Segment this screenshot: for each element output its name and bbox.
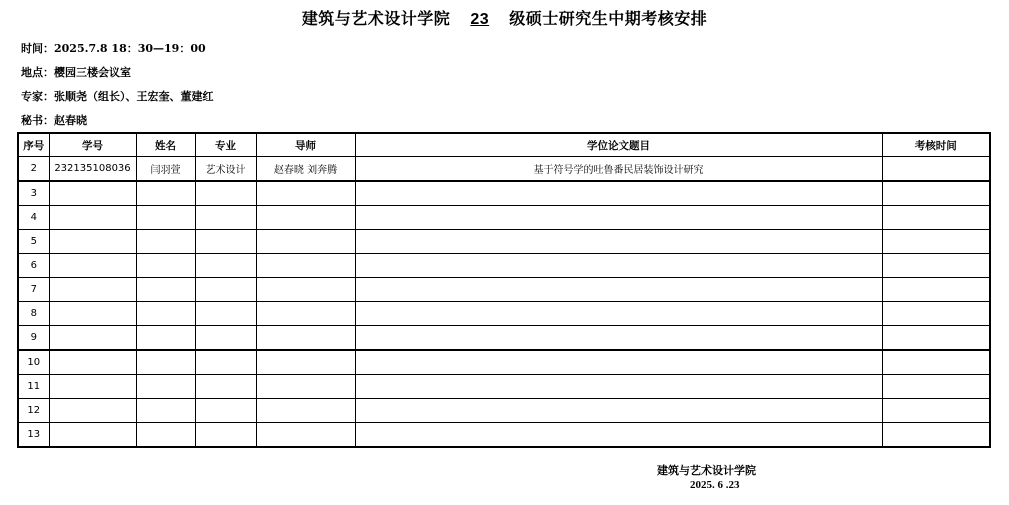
cell-name [136,254,195,278]
table-row [18,423,990,448]
cell-student-id [49,302,136,326]
table-row [18,157,990,182]
cell-major [195,423,256,448]
cell-index: 2 [18,157,49,182]
cell-major [195,206,256,230]
header-index: 序号 [18,133,49,157]
table-row [18,181,990,206]
cell-major: 艺术设计 [195,157,256,182]
cell-name [136,399,195,423]
cell-major [195,254,256,278]
table-row [18,350,990,375]
cell-thesis-title: 基于符号学的吐鲁番民居装饰设计研究 [355,157,882,182]
info-secretary [21,112,87,128]
cell-exam-time [882,278,990,302]
cell-exam-time [882,375,990,399]
cell-major [195,375,256,399]
place-label: 地点： [21,66,54,79]
info-experts [21,88,214,104]
header-thesis-title: 学位论文题目 [355,133,882,157]
cell-name [136,375,195,399]
table-row [18,375,990,399]
cell-student-id [49,423,136,448]
cell-thesis-title [355,326,882,351]
cell-supervisor [256,326,355,351]
cell-supervisor [256,254,355,278]
cell-index: 6 [18,254,49,278]
table-row [18,399,990,423]
cell-student-id [49,278,136,302]
cell-supervisor [256,375,355,399]
cell-thesis-title [355,230,882,254]
title-grade: 23 [470,11,490,28]
cell-thesis-title [355,254,882,278]
cell-supervisor [256,302,355,326]
cell-thesis-title [355,302,882,326]
secretary-label: 秘书： [21,114,54,127]
title-suffix: 级硕士研究生中期考核安排 [509,9,708,28]
footer-date: 2025. 6 .23 [690,479,740,491]
cell-thesis-title [355,278,882,302]
cell-exam-time [882,230,990,254]
cell-name [136,326,195,351]
cell-name [136,278,195,302]
cell-name [136,181,195,206]
table-row [18,230,990,254]
cell-exam-time [882,326,990,351]
cell-supervisor [256,206,355,230]
cell-supervisor: 赵春晓 刘奔腾 [256,157,355,182]
cell-name [136,230,195,254]
cell-exam-time [882,399,990,423]
cell-thesis-title [355,206,882,230]
cell-name: 闫羽萱 [136,157,195,182]
cell-exam-time [882,206,990,230]
cell-exam-time [882,181,990,206]
cell-exam-time [882,423,990,448]
cell-major [195,278,256,302]
place-value: 樱园三楼会议室 [54,66,131,79]
cell-supervisor [256,423,355,448]
cell-index: 9 [18,326,49,351]
table-row [18,278,990,302]
cell-index: 8 [18,302,49,326]
table-header-row [18,133,990,157]
info-place [21,64,131,80]
cell-student-id [49,350,136,375]
cell-student-id: 232135108036 [49,157,136,182]
cell-major [195,302,256,326]
cell-supervisor [256,350,355,375]
cell-index: 3 [18,181,49,206]
cell-index: 11 [18,375,49,399]
cell-index: 10 [18,350,49,375]
time-label: 时间： [21,42,54,55]
cell-major [195,181,256,206]
schedule-table [17,132,991,448]
cell-index: 7 [18,278,49,302]
cell-name [136,206,195,230]
cell-thesis-title [355,350,882,375]
cell-student-id [49,375,136,399]
footer-org: 建筑与艺术设计学院 [657,464,756,477]
cell-index: 13 [18,423,49,448]
cell-name [136,350,195,375]
cell-major [195,350,256,375]
header-name: 姓名 [136,133,195,157]
experts-label: 专家： [21,90,54,103]
cell-index: 12 [18,399,49,423]
cell-exam-time [882,302,990,326]
cell-supervisor [256,399,355,423]
cell-index: 5 [18,230,49,254]
cell-name [136,302,195,326]
cell-student-id [49,399,136,423]
header-supervisor: 导师 [256,133,355,157]
cell-student-id [49,206,136,230]
cell-supervisor [256,230,355,254]
experts-value: 张顺尧（组长）、王宏奎、董建红 [54,90,214,103]
table-row [18,302,990,326]
cell-exam-time [882,157,990,182]
header-student-id: 学号 [49,133,136,157]
cell-supervisor [256,278,355,302]
title-prefix: 建筑与艺术设计学院 [301,9,451,28]
cell-student-id [49,230,136,254]
cell-thesis-title [355,181,882,206]
cell-index: 4 [18,206,49,230]
cell-student-id [49,181,136,206]
cell-major [195,326,256,351]
header-major: 专业 [195,133,256,157]
header-exam-time: 考核时间 [882,133,990,157]
table-row [18,206,990,230]
page-title [0,6,1009,29]
secretary-value: 赵春晓 [54,114,87,127]
cell-student-id [49,254,136,278]
cell-thesis-title [355,375,882,399]
cell-major [195,230,256,254]
time-value: 2025.7.8 18：30—19：00 [54,42,206,55]
cell-thesis-title [355,423,882,448]
info-time [21,40,206,56]
cell-exam-time [882,254,990,278]
cell-exam-time [882,350,990,375]
cell-major [195,399,256,423]
cell-thesis-title [355,399,882,423]
cell-student-id [49,326,136,351]
cell-supervisor [256,181,355,206]
table-row [18,326,990,351]
table-body [18,157,990,448]
table-row [18,254,990,278]
cell-name [136,423,195,448]
